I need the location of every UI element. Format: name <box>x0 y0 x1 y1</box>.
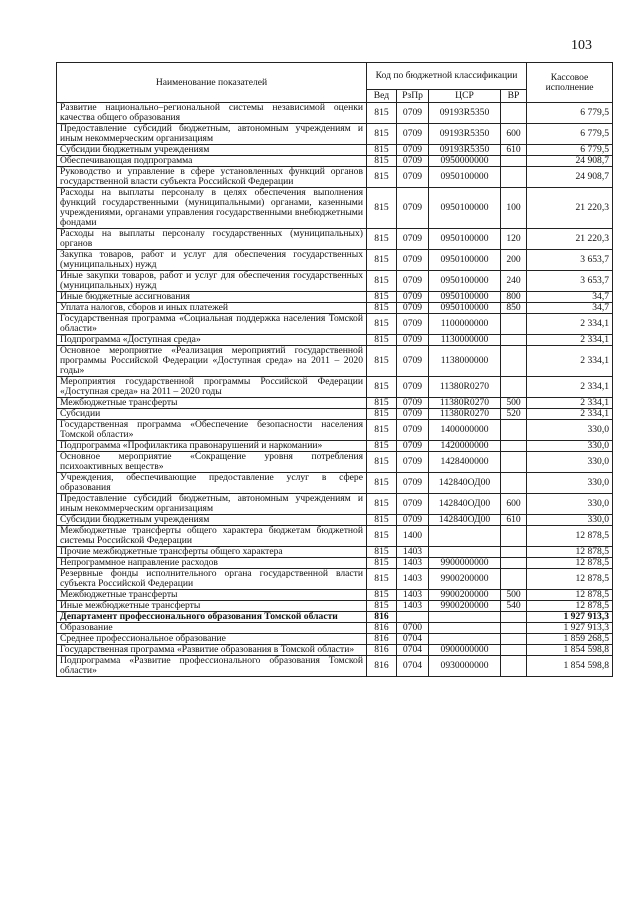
cell-name: Обеспечивающая подпрограмма <box>57 156 367 167</box>
cell-name: Предоставление субсидий бюджетным, автономным учреждениям и иным некоммерческим организациям <box>57 124 367 145</box>
cell-name: Государственная программа «Социальная поддержка населения Томской области» <box>57 314 367 335</box>
table-row <box>57 656 613 677</box>
table-row <box>57 515 613 526</box>
cell-rzpr <box>397 612 429 623</box>
cell-rzpr: 0709 <box>397 229 429 250</box>
cell-ved: 815 <box>367 526 397 547</box>
cell-ved: 815 <box>367 377 397 398</box>
cell-ved: 815 <box>367 420 397 441</box>
cell-amount: 330,0 <box>527 420 613 441</box>
cell-csr: 0930000000 <box>429 656 501 677</box>
table-row <box>57 124 613 145</box>
cell-name: Субсидии бюджетным учреждениям <box>57 515 367 526</box>
cell-name: Учреждения, обеспечивающие предоставление услуг в сфере образования <box>57 473 367 494</box>
cell-ved: 815 <box>367 167 397 188</box>
cell-vr <box>501 526 527 547</box>
cell-ved: 815 <box>367 515 397 526</box>
cell-rzpr: 0709 <box>397 314 429 335</box>
table-row <box>57 634 613 645</box>
table-row <box>57 271 613 292</box>
cell-csr: 142840ОД00 <box>429 515 501 526</box>
cell-amount: 12 878,5 <box>527 558 613 569</box>
table-row <box>57 229 613 250</box>
cell-name: Основное мероприятие «Реализация мероприятий государственной программы Российской Федерации «Доступная среда» на 2011 – 2020 годы» <box>57 346 367 377</box>
table-row <box>57 250 613 271</box>
cell-ved: 815 <box>367 590 397 601</box>
cell-amount: 12 878,5 <box>527 601 613 612</box>
cell-amount: 330,0 <box>527 473 613 494</box>
table-row <box>57 409 613 420</box>
cell-csr: 9900200000 <box>429 569 501 590</box>
table-row <box>57 590 613 601</box>
cell-rzpr: 1403 <box>397 590 429 601</box>
header-ved: Вед <box>367 90 397 103</box>
cell-vr <box>501 547 527 558</box>
cell-amount: 34,7 <box>527 303 613 314</box>
cell-amount: 2 334,1 <box>527 346 613 377</box>
cell-amount: 330,0 <box>527 441 613 452</box>
page-number: 103 <box>571 38 592 53</box>
cell-vr <box>501 612 527 623</box>
cell-amount: 12 878,5 <box>527 590 613 601</box>
table-row <box>57 569 613 590</box>
cell-ved: 815 <box>367 398 397 409</box>
budget-table <box>56 62 613 677</box>
cell-amount: 6 779,5 <box>527 124 613 145</box>
cell-vr: 610 <box>501 515 527 526</box>
cell-vr: 500 <box>501 590 527 601</box>
cell-ved: 815 <box>367 271 397 292</box>
header-rzpr: РзПр <box>397 90 429 103</box>
cell-rzpr: 0709 <box>397 409 429 420</box>
cell-name: Иные закупки товаров, работ и услуг для обеспечения государственных (муниципальных) нужд <box>57 271 367 292</box>
cell-name: Субсидии бюджетным учреждениям <box>57 145 367 156</box>
cell-ved: 815 <box>367 314 397 335</box>
cell-vr <box>501 441 527 452</box>
table-row <box>57 612 613 623</box>
cell-ved: 815 <box>367 558 397 569</box>
cell-rzpr: 0709 <box>397 303 429 314</box>
table-row <box>57 420 613 441</box>
table-row <box>57 452 613 473</box>
cell-rzpr: 0709 <box>397 335 429 346</box>
cell-amount: 6 779,5 <box>527 103 613 124</box>
table-row <box>57 526 613 547</box>
cell-csr: 1130000000 <box>429 335 501 346</box>
cell-csr: 1428400000 <box>429 452 501 473</box>
cell-ved: 815 <box>367 303 397 314</box>
header-code-group: Код по бюджетной классификации <box>367 63 527 90</box>
cell-amount: 34,7 <box>527 292 613 303</box>
cell-vr <box>501 377 527 398</box>
cell-vr: 800 <box>501 292 527 303</box>
cell-csr: 1100000000 <box>429 314 501 335</box>
cell-ved: 816 <box>367 634 397 645</box>
cell-csr: 1420000000 <box>429 441 501 452</box>
cell-rzpr: 0709 <box>397 473 429 494</box>
table-row <box>57 623 613 634</box>
header-name: Наименование показателей <box>57 63 367 103</box>
cell-csr: 0950100000 <box>429 167 501 188</box>
table-row <box>57 547 613 558</box>
cell-rzpr: 0700 <box>397 623 429 634</box>
cell-name: Субсидии <box>57 409 367 420</box>
cell-amount: 3 653,7 <box>527 250 613 271</box>
cell-ved: 816 <box>367 612 397 623</box>
table-row <box>57 346 613 377</box>
cell-ved: 815 <box>367 452 397 473</box>
cell-vr: 600 <box>501 124 527 145</box>
cell-name: Непрограммное направление расходов <box>57 558 367 569</box>
cell-csr: 1400000000 <box>429 420 501 441</box>
cell-name: Образование <box>57 623 367 634</box>
cell-name: Межбюджетные трансферты общего характера бюджетам бюджетной системы Российской Федерации <box>57 526 367 547</box>
cell-amount: 6 779,5 <box>527 145 613 156</box>
cell-name: Расходы на выплаты персоналу в целях обеспечения выполнения функций государственными (муниципальными) органами, казенными учреждениями, органами управления государственными внебюджетными фондами <box>57 188 367 229</box>
cell-ved: 815 <box>367 547 397 558</box>
cell-csr: 0950100000 <box>429 250 501 271</box>
table-row <box>57 441 613 452</box>
cell-csr: 09193R5350 <box>429 103 501 124</box>
cell-rzpr: 0709 <box>397 167 429 188</box>
cell-vr <box>501 452 527 473</box>
table-row <box>57 167 613 188</box>
cell-amount: 2 334,1 <box>527 377 613 398</box>
cell-vr <box>501 558 527 569</box>
table-row <box>57 473 613 494</box>
cell-amount: 12 878,5 <box>527 547 613 558</box>
cell-vr <box>501 314 527 335</box>
cell-csr: 11380R0270 <box>429 409 501 420</box>
cell-vr <box>501 156 527 167</box>
cell-vr: 500 <box>501 398 527 409</box>
cell-csr: 0950100000 <box>429 229 501 250</box>
cell-csr <box>429 634 501 645</box>
cell-name: Расходы на выплаты персоналу государственных (муниципальных) органов <box>57 229 367 250</box>
cell-csr: 0950000000 <box>429 156 501 167</box>
cell-name: Закупка товаров, работ и услуг для обеспечения государственных (муниципальных) нужд <box>57 250 367 271</box>
cell-rzpr: 0709 <box>397 188 429 229</box>
cell-rzpr: 0709 <box>397 441 429 452</box>
cell-amount: 2 334,1 <box>527 398 613 409</box>
cell-rzpr: 1403 <box>397 569 429 590</box>
cell-name: Мероприятия государственной программы Российской Федерации «Доступная среда» на 2011 – 2020 годы <box>57 377 367 398</box>
cell-amount: 1 854 598,8 <box>527 645 613 656</box>
cell-name: Руководство и управление в сфере установленных функций органов государственной власти субъекта Российской Федерации <box>57 167 367 188</box>
cell-amount: 1 854 598,8 <box>527 656 613 677</box>
table-row <box>57 645 613 656</box>
cell-vr: 120 <box>501 229 527 250</box>
cell-vr: 100 <box>501 188 527 229</box>
cell-amount: 3 653,7 <box>527 271 613 292</box>
cell-name: Подпрограмма «Развитие профессионального образования Томской области» <box>57 656 367 677</box>
cell-ved: 815 <box>367 250 397 271</box>
cell-csr: 1138000000 <box>429 346 501 377</box>
cell-vr <box>501 623 527 634</box>
cell-name: Государственная программа «Развитие образования в Томской области» <box>57 645 367 656</box>
cell-rzpr: 0709 <box>397 271 429 292</box>
table-body <box>57 103 613 677</box>
cell-vr: 610 <box>501 145 527 156</box>
cell-amount: 12 878,5 <box>527 526 613 547</box>
table-row <box>57 314 613 335</box>
cell-ved: 816 <box>367 623 397 634</box>
cell-rzpr: 0709 <box>397 515 429 526</box>
cell-vr <box>501 634 527 645</box>
cell-ved: 815 <box>367 188 397 229</box>
cell-vr: 540 <box>501 601 527 612</box>
table-row <box>57 494 613 515</box>
cell-csr: 9900000000 <box>429 558 501 569</box>
cell-amount: 24 908,7 <box>527 156 613 167</box>
table-row <box>57 335 613 346</box>
cell-name: Подпрограмма «Доступная среда» <box>57 335 367 346</box>
cell-vr <box>501 346 527 377</box>
cell-name: Государственная программа «Обеспечение безопасности населения Томской области» <box>57 420 367 441</box>
cell-rzpr: 0709 <box>397 103 429 124</box>
cell-csr: 0950100000 <box>429 271 501 292</box>
cell-vr <box>501 103 527 124</box>
cell-name: Резервные фонды исполнительного органа государственной власти субъекта Российской Федерации <box>57 569 367 590</box>
cell-amount: 1 859 268,5 <box>527 634 613 645</box>
cell-ved: 815 <box>367 473 397 494</box>
cell-vr: 200 <box>501 250 527 271</box>
header-csr: ЦСР <box>429 90 501 103</box>
cell-amount: 12 878,5 <box>527 569 613 590</box>
table-row <box>57 558 613 569</box>
cell-rzpr: 0709 <box>397 250 429 271</box>
cell-rzpr: 0709 <box>397 420 429 441</box>
cell-name: Основное мероприятие «Сокращение уровня потребления психоактивных веществ» <box>57 452 367 473</box>
cell-vr: 600 <box>501 494 527 515</box>
cell-ved: 815 <box>367 103 397 124</box>
cell-amount: 24 908,7 <box>527 167 613 188</box>
cell-vr <box>501 473 527 494</box>
cell-name: Прочие межбюджетные трансферты общего характера <box>57 547 367 558</box>
cell-name: Предоставление субсидий бюджетным, автономным учреждениям и иным некоммерческим организациям <box>57 494 367 515</box>
cell-rzpr: 1400 <box>397 526 429 547</box>
cell-vr <box>501 569 527 590</box>
cell-rzpr: 1403 <box>397 547 429 558</box>
table-row <box>57 398 613 409</box>
cell-amount: 2 334,1 <box>527 335 613 346</box>
cell-csr: 0950100000 <box>429 292 501 303</box>
cell-ved: 815 <box>367 145 397 156</box>
cell-amount: 21 220,3 <box>527 229 613 250</box>
cell-amount: 2 334,1 <box>527 314 613 335</box>
table-row <box>57 601 613 612</box>
cell-ved: 816 <box>367 645 397 656</box>
table-row <box>57 377 613 398</box>
cell-name: Уплата налогов, сборов и иных платежей <box>57 303 367 314</box>
cell-name: Подпрограмма «Профилактика правонарушений и наркомании» <box>57 441 367 452</box>
cell-csr: 11380R0270 <box>429 398 501 409</box>
cell-csr: 0950100000 <box>429 303 501 314</box>
cell-rzpr: 0704 <box>397 645 429 656</box>
cell-csr <box>429 547 501 558</box>
cell-csr: 9900200000 <box>429 601 501 612</box>
table-row <box>57 303 613 314</box>
cell-ved: 815 <box>367 569 397 590</box>
cell-ved: 815 <box>367 409 397 420</box>
cell-name: Межбюджетные трансферты <box>57 398 367 409</box>
cell-rzpr: 1403 <box>397 558 429 569</box>
cell-ved: 815 <box>367 601 397 612</box>
cell-rzpr: 0709 <box>397 377 429 398</box>
cell-vr <box>501 167 527 188</box>
cell-csr: 142840ОД00 <box>429 494 501 515</box>
cell-csr <box>429 623 501 634</box>
cell-vr <box>501 420 527 441</box>
cell-csr: 11380R0270 <box>429 377 501 398</box>
cell-name: Среднее профессиональное образование <box>57 634 367 645</box>
cell-ved: 815 <box>367 494 397 515</box>
cell-csr <box>429 526 501 547</box>
cell-amount: 1 927 913,3 <box>527 623 613 634</box>
cell-csr: 142840ОД00 <box>429 473 501 494</box>
cell-ved: 815 <box>367 441 397 452</box>
cell-ved: 815 <box>367 229 397 250</box>
cell-name: Иные межбюджетные трансферты <box>57 601 367 612</box>
table-row <box>57 156 613 167</box>
cell-name: Иные бюджетные ассигнования <box>57 292 367 303</box>
cell-csr: 09193R5350 <box>429 145 501 156</box>
cell-ved: 815 <box>367 346 397 377</box>
cell-rzpr: 0709 <box>397 346 429 377</box>
table-row <box>57 103 613 124</box>
cell-vr <box>501 656 527 677</box>
cell-ved: 815 <box>367 335 397 346</box>
cell-rzpr: 0704 <box>397 656 429 677</box>
cell-csr: 0950100000 <box>429 188 501 229</box>
cell-rzpr: 0709 <box>397 452 429 473</box>
cell-vr <box>501 335 527 346</box>
cell-rzpr: 0704 <box>397 634 429 645</box>
cell-csr: 9900200000 <box>429 590 501 601</box>
cell-vr: 520 <box>501 409 527 420</box>
cell-ved: 816 <box>367 656 397 677</box>
cell-ved: 815 <box>367 124 397 145</box>
cell-rzpr: 0709 <box>397 398 429 409</box>
cell-rzpr: 0709 <box>397 494 429 515</box>
cell-rzpr: 0709 <box>397 156 429 167</box>
table-row <box>57 188 613 229</box>
cell-amount: 330,0 <box>527 494 613 515</box>
cell-rzpr: 1403 <box>397 601 429 612</box>
cell-rzpr: 0709 <box>397 145 429 156</box>
cell-rzpr: 0709 <box>397 124 429 145</box>
table-row <box>57 145 613 156</box>
cell-name: Межбюджетные трансферты <box>57 590 367 601</box>
cell-rzpr: 0709 <box>397 292 429 303</box>
cell-csr: 09193R5350 <box>429 124 501 145</box>
cell-name: Департамент профессионального образования Томской области <box>57 612 367 623</box>
cell-amount: 330,0 <box>527 515 613 526</box>
cell-ved: 815 <box>367 292 397 303</box>
cell-amount: 2 334,1 <box>527 409 613 420</box>
cell-csr: 0900000000 <box>429 645 501 656</box>
cell-amount: 330,0 <box>527 452 613 473</box>
cell-vr: 240 <box>501 271 527 292</box>
cell-vr: 850 <box>501 303 527 314</box>
table-row <box>57 292 613 303</box>
cell-vr <box>501 645 527 656</box>
cell-name: Развитие национально–региональной системы независимой оценки качества общего образования <box>57 103 367 124</box>
header-vr: ВР <box>501 90 527 103</box>
cell-amount: 1 927 913,3 <box>527 612 613 623</box>
cell-ved: 815 <box>367 156 397 167</box>
header-amount: Кассовое исполнение <box>527 63 613 103</box>
cell-amount: 21 220,3 <box>527 188 613 229</box>
cell-csr <box>429 612 501 623</box>
